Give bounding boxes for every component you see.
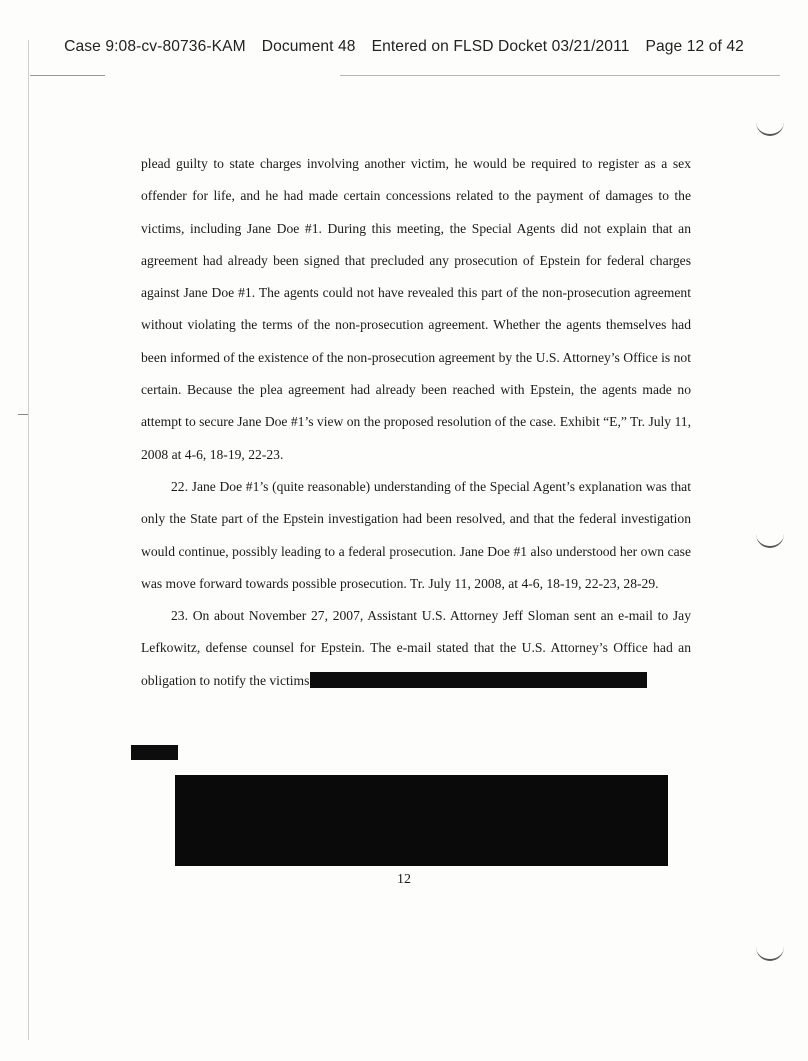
page-indicator: Page 12 of 42 <box>645 38 744 55</box>
header-rule-right <box>340 75 780 76</box>
body-text <box>141 148 691 697</box>
redaction-bar-small <box>131 745 178 760</box>
header-rule-left <box>30 75 105 76</box>
case-number: Case 9:08-cv-80736-KAM <box>64 38 246 55</box>
paragraph-22: 22. Jane Doe #1’s (quite reasonable) understanding of the Special Agent’s explanation was that only the State part of the Epstein investigation had been resolved, and that the federal investigation would continue, possibly leading to a federal prosecution. Jane Doe #1 also understood her own case was move forward towards possible prosecution. Tr. July 11, 2008, at 4-6, 18-19, 22-23, 28-29. <box>141 478 691 591</box>
redaction-bar-inline <box>310 672 647 688</box>
paragraph-21-continued: plead guilty to state charges involving another victim, he would be required to register as a sex offender for life, and he had made certain concessions related to the payment of damages to the victims, including Jane Doe #1. During this meeting, the Special Agents did not explain that an agreement had already been signed that precluded any prosecution of Epstein for federal charges against Jane Doe #1. The agents could not have revealed this part of the non-prosecution agreement without violating the terms of the non-prosecution agreement. Whether the agents themselves had been informed of the existence of the non-prosecution agreement by the U.S. Attorney’s Office is not certain. Because the plea agreement had already been reached with Epstein, the agents made no attempt to secure Jane Doe #1’s view on the proposed resolution of the case. Exhibit “E,” Tr. July 11, 2008 at 4-6, 18-19, 22-23. <box>141 156 691 462</box>
paragraph-23-text: 23. On about November 27, 2007, Assistant U.S. Attorney Jeff Sloman sent an e-mail to Jay Lefkowitz, defense counsel for Epstein. The e-mail stated that the U.S. Attorney’s Office had an obligation to notify the victims <box>141 608 691 688</box>
court-filing-header <box>0 38 808 56</box>
document-number: Document 48 <box>261 38 356 55</box>
margin-tick-mark <box>18 414 28 415</box>
binder-hole-mark-middle <box>756 530 784 548</box>
page-number: 12 <box>397 872 411 887</box>
binder-hole-mark-top <box>756 118 784 136</box>
paragraph-23 <box>141 600 691 697</box>
docket-entry: Entered on FLSD Docket 03/21/2011 <box>371 38 630 55</box>
redaction-block <box>175 775 668 866</box>
binder-hole-mark-bottom <box>756 943 784 961</box>
scan-edge-line <box>28 40 29 1040</box>
